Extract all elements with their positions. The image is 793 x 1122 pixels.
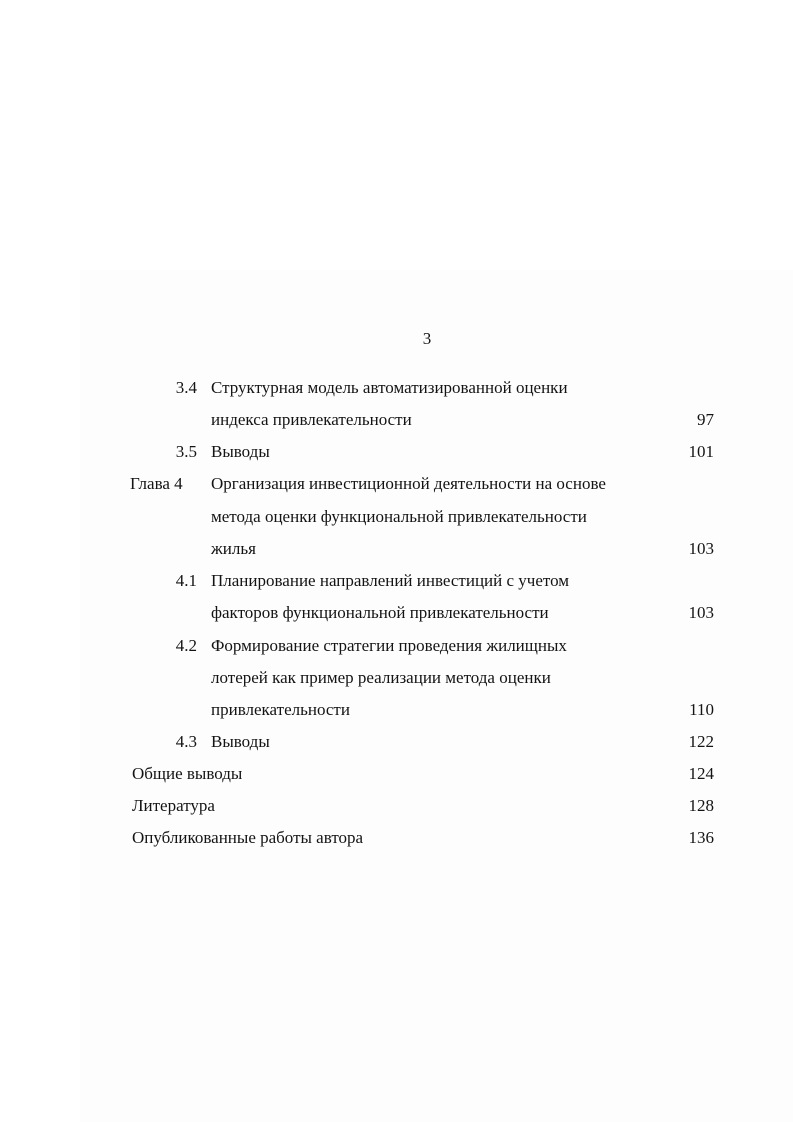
- toc-entry-number: 4.1: [175, 571, 197, 590]
- toc-entry-page: 101: [688, 442, 714, 461]
- toc-entry-page: 128: [688, 796, 714, 815]
- toc-entry-4-2-cont: [0, 695, 793, 725]
- toc-entry-number: 3.5: [175, 442, 197, 461]
- toc-entry-title: привлекательности: [211, 700, 350, 719]
- toc-entry-title: лотерей как пример реализации метода оценки: [211, 668, 551, 687]
- toc-entry-4-2-cont: [0, 663, 793, 693]
- toc-entry-number: 4.3: [175, 732, 197, 751]
- toc-entry-title: метода оценки функциональной привлекательности: [211, 507, 587, 526]
- toc-entry-title: жилья: [211, 539, 256, 558]
- toc-entry-page: 103: [688, 539, 714, 558]
- toc-entry-title: факторов функциональной привлекательности: [211, 603, 549, 622]
- toc-entry-title: индекса привлекательности: [211, 410, 412, 429]
- toc-entry-title: Опубликованные работы автора: [132, 828, 364, 847]
- toc-entry-chapter-4-cont: [0, 534, 793, 564]
- toc-entry-3-5: [0, 437, 793, 467]
- toc-entry-general-conclusions: [0, 759, 793, 789]
- toc-entry-chapter-4-cont: [0, 502, 793, 532]
- toc-entry-number: 4.2: [175, 636, 197, 655]
- toc-chapter-label: Глава 4: [130, 474, 183, 493]
- toc-entry-4-1: [0, 566, 793, 596]
- toc-entry-literature: [0, 791, 793, 821]
- toc-entry-title: Выводы: [211, 732, 270, 751]
- toc-entry-page: 124: [688, 764, 714, 783]
- toc-entry-number: 3.4: [175, 378, 197, 397]
- toc-entry-4-1-cont: [0, 598, 793, 628]
- toc-entry-title: Общие выводы: [132, 764, 243, 783]
- toc-entry-page: 97: [697, 410, 714, 429]
- toc-entry-page: 110: [689, 700, 714, 719]
- toc-entry-3-4: [0, 373, 793, 403]
- toc-entry-title: Литература: [132, 796, 215, 815]
- toc-entry-title: Формирование стратегии проведения жилищных: [211, 636, 567, 655]
- toc-entry-page: 122: [688, 732, 714, 751]
- toc-entry-title: Структурная модель автоматизированной оценки: [211, 378, 568, 397]
- toc-entry-title: Выводы: [211, 442, 270, 461]
- toc-entry-4-2: [0, 631, 793, 661]
- toc-entry-title: Планирование направлений инвестиций с учетом: [211, 571, 570, 590]
- toc-entry-3-4-cont: [0, 405, 793, 435]
- toc-entry-chapter-4: [0, 469, 793, 499]
- toc-entry-4-3: [0, 727, 793, 757]
- toc-entry-page: 136: [688, 828, 714, 847]
- toc-entry-page: 103: [688, 603, 714, 622]
- toc-entry-title: Организация инвестиционной деятельности на основе: [211, 474, 606, 493]
- toc-entry-publications: [0, 823, 793, 853]
- page-number: 3: [422, 329, 432, 348]
